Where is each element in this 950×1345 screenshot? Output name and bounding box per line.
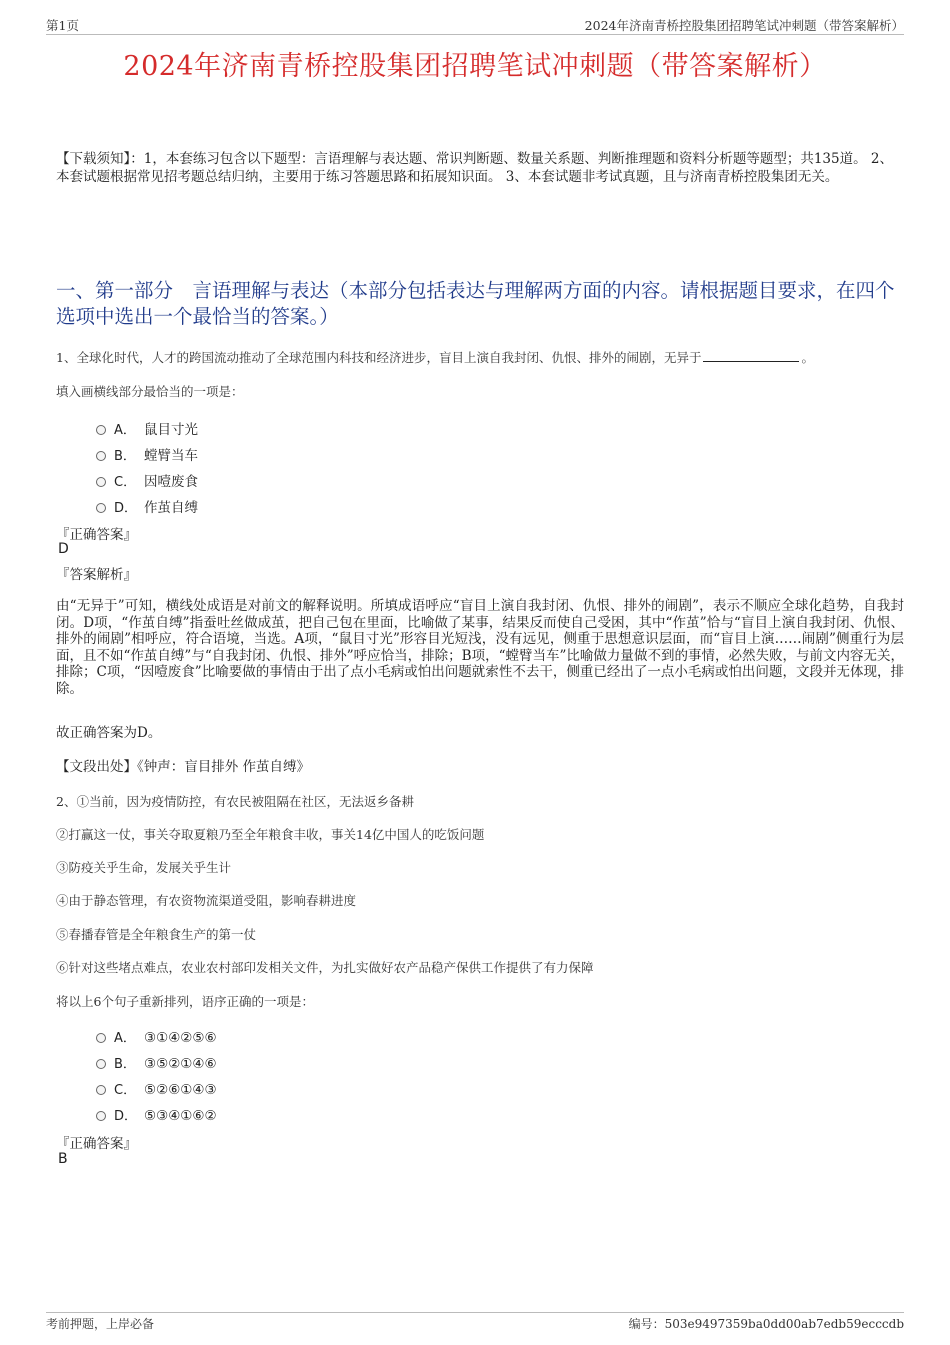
question-2-option-c[interactable]: C． ⑤②⑥①④③ <box>96 1079 217 1099</box>
document-title: 2024年济南青桥控股集团招聘笔试冲刺题（带答案解析） <box>123 51 827 82</box>
question-1-option-c[interactable]: C． 因噎废食 <box>96 470 198 490</box>
radio-icon[interactable] <box>96 1085 106 1095</box>
sentence-item: ⑤春播春管是全年粮食生产的第一仗 <box>56 927 257 942</box>
footer-slogan: 考前押题，上岸必备 <box>46 1317 155 1331</box>
radio-icon[interactable] <box>96 1111 106 1121</box>
correct-answer: D <box>58 541 69 557</box>
radio-icon[interactable] <box>96 425 106 435</box>
question-1-option-d[interactable]: D． 作茧自缚 <box>96 496 198 516</box>
page-number: 第1页 <box>46 18 79 33</box>
question-2-option-d[interactable]: D． ⑤③④①⑥② <box>96 1105 217 1125</box>
question-1-stem: 1、全球化时代，人才的跨国流动推动了全球范围内科技和经济进步，盲目上演自我封闭、仇恨、排外的闹剧，无异于 。 <box>56 350 814 365</box>
sentence-item: ②打赢这一仗，事关夺取夏粮乃至全年粮食丰收，事关14亿中国人的吃饭问题 <box>56 827 485 842</box>
answer-conclusion: 故正确答案为D。 <box>56 725 162 741</box>
page-footer <box>46 1312 904 1331</box>
document-id: 编号：503e9497359ba0dd00ab7edb59ecccdb <box>628 1317 904 1331</box>
section-title: 一、第一部分 言语理解与表达（本部分包括表达与理解两方面的内容。请根据题目要求，在四个选项中选出一个最恰当的答案。） <box>56 279 895 328</box>
question-1-option-a[interactable]: A． 鼠目寸光 <box>96 418 198 438</box>
question-1-prompt: 填入画横线部分最恰当的一项是： <box>56 384 244 399</box>
sentence-item: ③防疫关乎生命，发展关乎生计 <box>56 860 232 875</box>
question-2-option-b[interactable]: B． ③⑤②①④⑥ <box>96 1053 217 1073</box>
download-notice: 【下载须知】：1，本套练习包含以下题型：言语理解与表达题、常识判断题、数量关系题、判断推理题和资料分析题等题型；共135道。 2、本套试题根据常见招考题总结归纳，主要用于练习答题思路和拓展知识面。 3、本套试题非考试真题，且与济南青桥控股集团无关。 <box>56 151 893 185</box>
radio-icon[interactable] <box>96 451 106 461</box>
question-2-option-a[interactable]: A． ③①④②⑤⑥ <box>96 1027 217 1047</box>
header-doc-title: 2024年济南青桥控股集团招聘笔试冲刺题（带答案解析） <box>584 18 904 33</box>
radio-icon[interactable] <box>96 503 106 513</box>
question-1-option-b[interactable]: B． 螳臂当车 <box>96 444 198 464</box>
answer-label: 『正确答案』 <box>56 1136 137 1152</box>
sentence-item: ⑥针对这些堵点难点，农业农村部印发相关文件，为扎实做好农产品稳产保供工作提供了有力保障 <box>56 960 594 975</box>
sentence-item: ④由于静态管理，有农资物流渠道受阻，影响春耕进度 <box>56 893 357 908</box>
page-header <box>46 14 904 35</box>
text-source: 【文段出处】《钟声：盲目排外 作茧自缚》 <box>56 759 311 775</box>
answer-analysis: 由“无异于”可知，横线处成语是对前文的解释说明。所填成语呼应“盲目上演自我封闭、仇恨、排外的闹剧”，表示不顺应全球化趋势，自我封闭。D项，“作茧自缚”指蚕吐丝做成茧，把自己包在里面，比喻做了某事，结果反而使自己受困，其中“作茧”恰与“盲目上演自我封闭、仇恨、排外的闹剧”相呼应，符合语境，当选。A项，“鼠目寸光”形容目光短浅，没有远见，侧重于思想意识层面，而“盲目上演……闹剧”侧重行为层面，且不如“作茧自缚”与“自我封闭、仇恨、排外”呼应恰当，排除；B项，“螳臂当车”比喻做力量做不到的事情，必然失败，与前文内容无关，排除；C项，“因噎废食”比喻要做的事情由于出了点小毛病或怕出问题就索性不去干，侧重已经出了一点小毛病或怕出问题，文段并无体现，排除。 <box>56 598 904 697</box>
analysis-label: 『答案解析』 <box>56 567 137 583</box>
correct-answer: B <box>58 1151 68 1167</box>
answer-label: 『正确答案』 <box>56 527 137 543</box>
radio-icon[interactable] <box>96 477 106 487</box>
radio-icon[interactable] <box>96 1059 106 1069</box>
question-2-prompt: 将以上6个句子重新排列，语序正确的一项是： <box>56 994 314 1009</box>
radio-icon[interactable] <box>96 1033 106 1043</box>
fill-blank <box>703 350 799 362</box>
question-2-stem: 2、①当前，因为疫情防控，有农民被阻隔在社区，无法返乡备耕 <box>56 794 414 809</box>
